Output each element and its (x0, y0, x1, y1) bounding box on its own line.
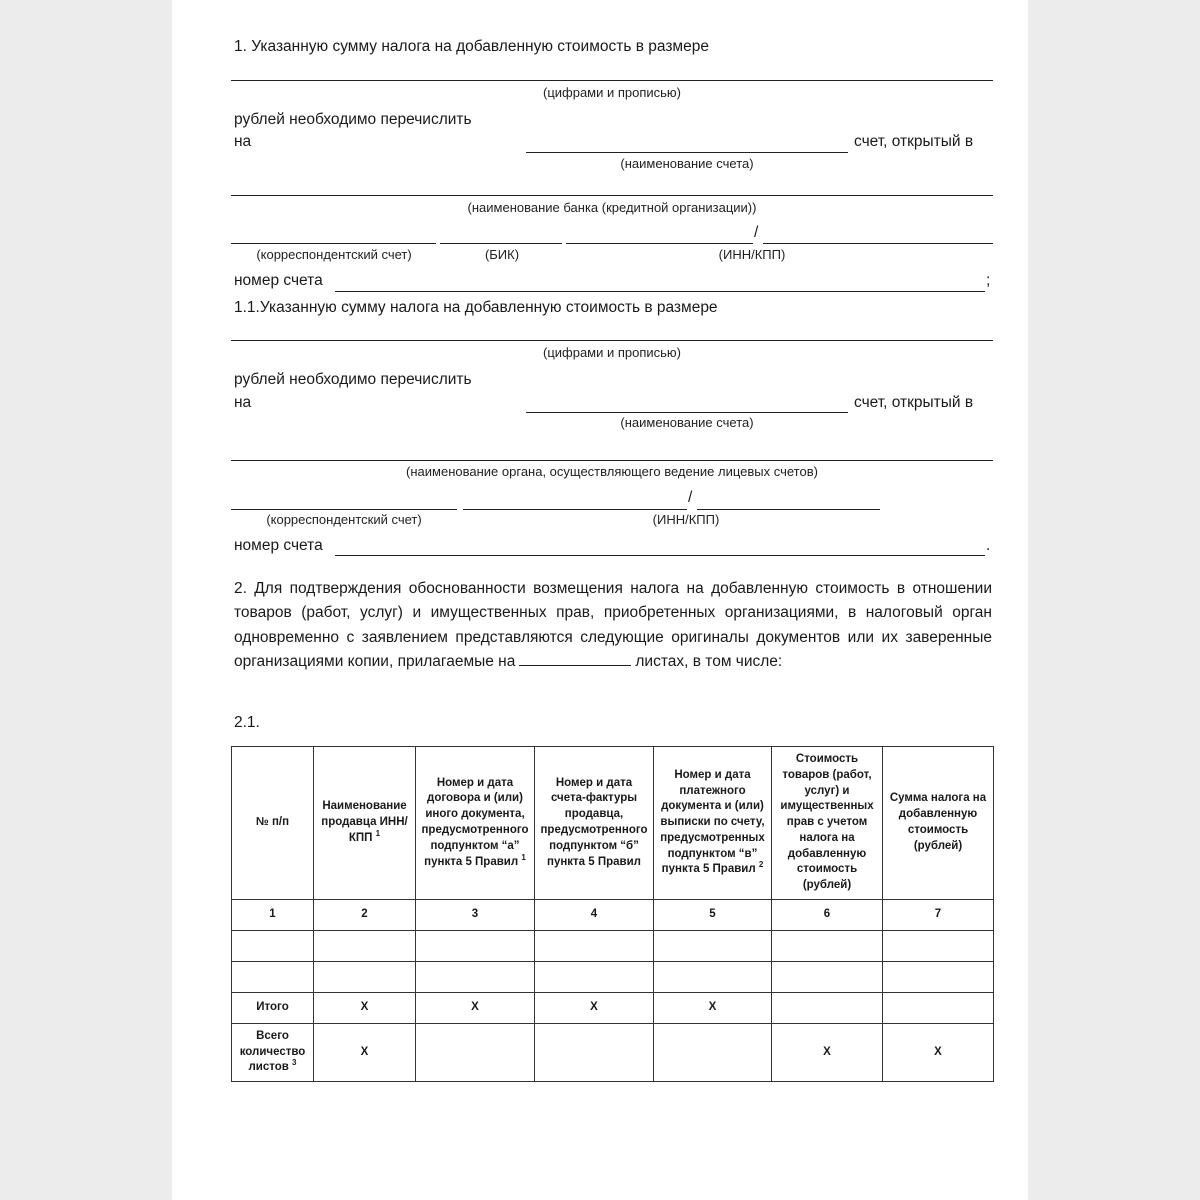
subsection-2-1: 2.1. (234, 714, 260, 731)
table-total-row (232, 993, 994, 1024)
caption-corr-account-2: (корреспондентский счет) (266, 512, 422, 527)
table-cell (535, 962, 654, 993)
table-cell (883, 962, 994, 993)
account-name-line-2 (526, 412, 848, 413)
column-number: 6 (772, 900, 883, 931)
caption-inn-kpp: (ИНН/КПП) (718, 247, 786, 262)
inn-kpp-slash-2: / (688, 489, 693, 506)
sheets-cell: X (314, 1024, 416, 1082)
section2-text-after: листах, в том числе: (635, 652, 783, 670)
table-cell (772, 962, 883, 993)
total-cell: X (314, 993, 416, 1024)
table-row (232, 962, 994, 993)
total-cell: X (416, 993, 535, 1024)
organ-name-line (231, 460, 993, 461)
section2-text-before: 2. Для подтверждения обоснованности возмещения налога на добавленную стоимость в отношении товаров (работ, услуг) и имущественных прав, приобретенных организациями, в налоговый орган одновременно с заявлением представляются следующие оригиналы документов или их заверенные организациями копии, прилагаемые на (234, 580, 992, 670)
caption-organ-name: (наименование органа, осуществляющего ведение лицевых счетов) (406, 464, 818, 479)
kpp-line (763, 243, 993, 244)
sheets-cell (654, 1024, 772, 1082)
account-number-label-2: номер счета (234, 537, 323, 554)
bank-name-line (231, 195, 993, 196)
total-cell (883, 993, 994, 1024)
table-header-row (232, 747, 994, 900)
table-cell (883, 931, 994, 962)
section2-paragraph (234, 577, 992, 674)
rubles-text-line2-2: на (234, 394, 252, 411)
caption-bik: (БИК) (484, 247, 520, 262)
account-number-line (335, 291, 985, 292)
section11-heading: 1.1.Указанную сумму налога на добавленную стоимость в размере (234, 299, 718, 316)
sheets-label: Всего количество листов $^3$ (232, 1024, 314, 1082)
account-name-line (526, 152, 848, 153)
rubles-text-line1: рублей необходимо перечислить (234, 111, 472, 128)
sheets-cell (535, 1024, 654, 1082)
caption-corr-account: (корреспондентский счет) (256, 247, 412, 262)
column-number: 2 (314, 900, 416, 931)
caption-account-name: (наименование счета) (620, 156, 754, 171)
table-cell (772, 931, 883, 962)
column-number: 5 (654, 900, 772, 931)
documents-table (231, 746, 994, 1082)
corr-account-line-2 (231, 509, 457, 510)
header-cell-4: Номер и дата счета-фактуры продавца, предусмотренного подпунктом “б” пункта 5 Правил (535, 747, 654, 900)
account-opened-text-2: счет, открытый в (854, 394, 974, 411)
table-cell (416, 962, 535, 993)
inn-kpp-slash: / (754, 224, 759, 241)
corr-account-line (231, 243, 436, 244)
header-cell-7: Сумма налога на добавленную стоимость (рублей) (883, 747, 994, 900)
column-number: 4 (535, 900, 654, 931)
account-number-line-2 (335, 555, 985, 556)
caption-amount: (цифрами и прописью) (542, 85, 682, 100)
column-number: 7 (883, 900, 994, 931)
column-number: 3 (416, 900, 535, 931)
header-cell-6: Стоимость товаров (работ, услуг) и имущественных прав с учетом налога на добавленную стоимость (рублей) (772, 747, 883, 900)
table-cell (232, 962, 314, 993)
header-cell-2: Наименование продавца ИНН/КПП $^1$ (314, 747, 416, 900)
table-cell (416, 931, 535, 962)
table-cell (654, 931, 772, 962)
table-cell (232, 931, 314, 962)
bik-line (440, 243, 562, 244)
header-cell-1: № п/п (232, 747, 314, 900)
rubles-text-line2: на (234, 133, 252, 150)
table-cell (314, 931, 416, 962)
account-number-label: номер счета (234, 272, 323, 289)
inn-line-2 (463, 509, 687, 510)
table-cell (654, 962, 772, 993)
section11-end-mark: . (986, 537, 991, 554)
amount-line-2 (231, 340, 993, 341)
total-cell: X (654, 993, 772, 1024)
kpp-line-2 (697, 509, 880, 510)
caption-bank-name: (наименование банка (кредитной организации)) (467, 200, 757, 215)
rubles-text-line1-2: рублей необходимо перечислить (234, 371, 472, 388)
total-cell: X (535, 993, 654, 1024)
header-cell-5: Номер и дата платежного документа и (или) выписки по счету, предусмотренных подпунктом “в” пункта 5 Правил $^2$ (654, 747, 772, 900)
account-opened-text: счет, открытый в (854, 133, 974, 150)
table-cell (314, 962, 416, 993)
sheets-cell (416, 1024, 535, 1082)
caption-inn-kpp-2: (ИНН/КПП) (652, 512, 720, 527)
sheets-cell: X (883, 1024, 994, 1082)
section1-heading: 1. Указанную сумму налога на добавленную стоимость в размере (234, 38, 709, 55)
sheets-cell: X (772, 1024, 883, 1082)
caption-account-name-2: (наименование счета) (620, 415, 754, 430)
table-sheets-row (232, 1024, 994, 1082)
caption-amount-2: (цифрами и прописью) (542, 345, 682, 360)
sheets-count-blank (519, 651, 631, 666)
amount-line (231, 80, 993, 81)
total-cell (772, 993, 883, 1024)
document-page (172, 0, 1028, 1200)
inn-line (566, 243, 753, 244)
table-cell (535, 931, 654, 962)
table-number-row (232, 900, 994, 931)
column-number: 1 (232, 900, 314, 931)
header-cell-3: Номер и дата договора и (или) иного документа, предусмотренного подпунктом “а” пункта 5 Правил $^1$ (416, 747, 535, 900)
total-label: Итого (232, 993, 314, 1024)
section1-end-mark: ; (986, 272, 991, 289)
table-row (232, 931, 994, 962)
